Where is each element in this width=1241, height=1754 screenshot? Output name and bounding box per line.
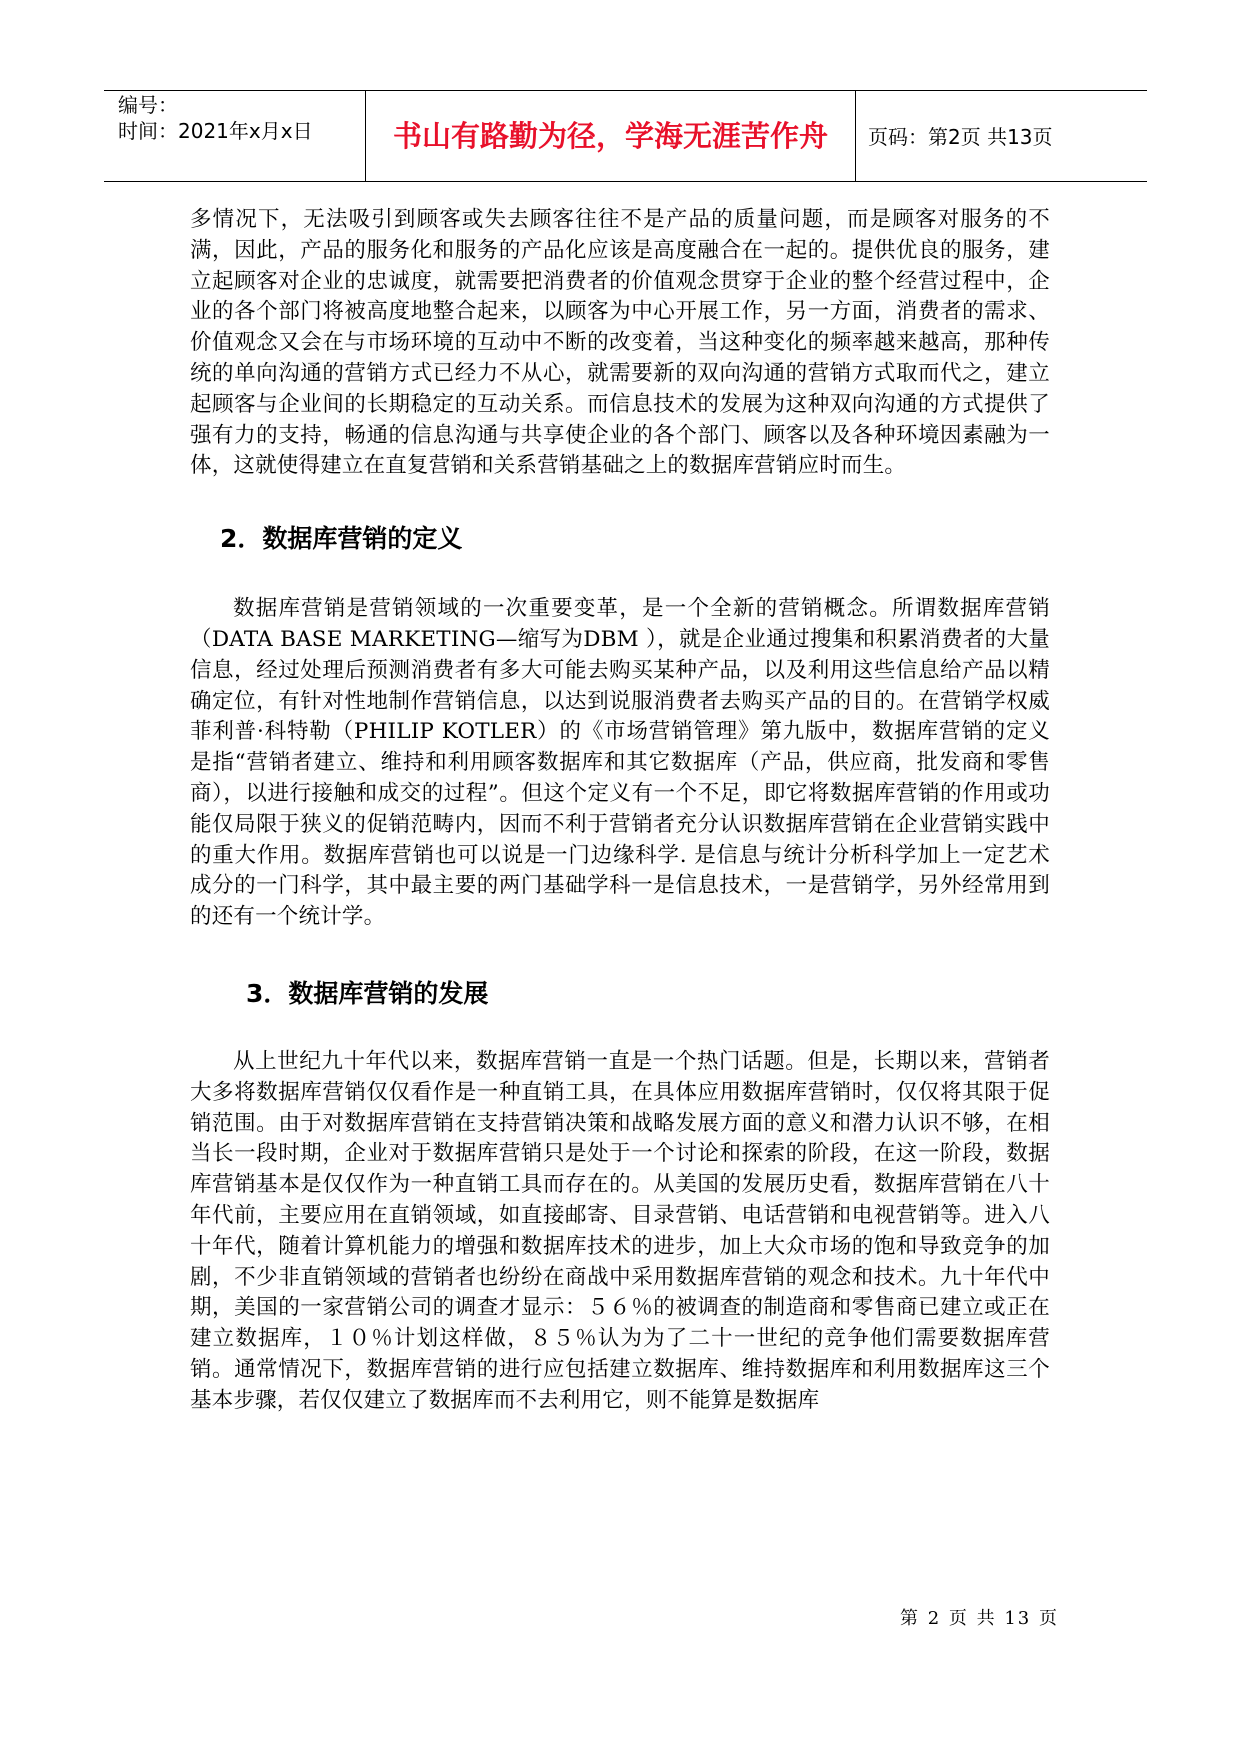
header-motto-cell: [366, 91, 856, 181]
page-header: [104, 90, 1147, 182]
header-motto: 书山有路勤为径，学海无涯苦作舟: [392, 119, 828, 153]
document-number-label: 编号：: [118, 93, 178, 117]
header-meta-cell: [104, 91, 366, 181]
body-paragraph-2: 数据库营销是营销领域的一次重要变革，是一个全新的营销概念。所谓数据库营销（DATA BASE MARKETING—缩写为DBM ），就是企业通过搜集和积累消费者的大量信息，经过处理后预测消费者有多大可能去购买某种产品，以及利用这些信息给产品以精确定位，有针对性地制作营销信息，以达到说服消费者去购买产品的目的。在营销学权威菲利普·科特勒（PHILIP KOTLER）的《市场营销管理》第九版中，数据库营销的定义是指“营销者建立、维持和利用顾客数据库和其它数据库（产品，供应商，批发商和零售商），以进行接触和成交的过程”。但这个定义有一个不足，即它将数据库营销的作用或功能仅局限于狭义的促销范畴内，因而不利于营销者充分认识数据库营销在企业营销实践中的重大作用。数据库营销也可以说是一门边缘科学. 是信息与统计分析科学加上一定艺术成分的一门科学，其中最主要的两门基础学科一是信息技术，一是营销学，另外经常用到的还有一个统计学。: [190, 596, 1050, 930]
page-footer-number: 第 2 页 共 13 页: [900, 1608, 1059, 1629]
section-heading-definition: 2．数据库营销的定义: [220, 524, 463, 554]
body-paragraph-3: 从上世纪九十年代以来，数据库营销一直是一个热门话题。但是，长期以来，营销者大多将数据库营销仅仅看作是一种直销工具，在具体应用数据库营销时，仅仅将其限于促销范围。由于对数据库营销在支持营销决策和战略发展方面的意义和潜力认识不够，在相当长一段时期，企业对于数据库营销只是处于一个讨论和探索的阶段，在这一阶段，数据库营销基本是仅仅作为一种直销工具而存在的。从美国的发展历史看，数据库营销在八十年代前，主要应用在直销领域，如直接邮寄、目录营销、电话营销和电视营销等。进入八十年代，随着计算机能力的增强和数据库技术的进步，加上大众市场的饱和导致竞争的加剧，不少非直销领域的营销者也纷纷在商战中采用数据库营销的观念和技术。九十年代中期，美国的一家营销公司的调查才显示：５６％的被调查的制造商和零售商已建立或正在建立数据库，１０％计划这样做，８５％认为为了二十一世纪的竞争他们需要数据库营销。通常情况下，数据库营销的进行应包括建立数据库、维持数据库和利用数据库这三个基本步骤，若仅仅建立了数据库而不去利用它，则不能算是数据库: [190, 1048, 1050, 1413]
header-page-cell: [856, 91, 1147, 181]
document-body: [190, 205, 1050, 1417]
section-heading-development: 3．数据库营销的发展: [246, 978, 489, 1008]
body-paragraph-1: 多情况下，无法吸引到顾客或失去顾客往往不是产品的质量问题，而是顾客对服务的不满，因此，产品的服务化和服务的产品化应该是高度融合在一起的。提供优良的服务，建立起顾客对企业的忠诚度，就需要把消费者的价值观念贯穿于企业的整个经营过程中，企业的各个部门将被高度地整合起来，以顾客为中心开展工作，另一方面，消费者的需求、价值观念又会在与市场环境的互动中不断的改变着，当这种变化的频率越来越高，那种传统的单向沟通的营销方式已经力不从心，就需要新的双向沟通的营销方式取而代之，建立起顾客与企业间的长期稳定的互动关系。而信息技术的发展为这种双向沟通的方式提供了强有力的支持，畅通的信息沟通与共享使企业的各个部门、顾客以及各种环境因素融为一体，这就使得建立在直复营销和关系营销基础之上的数据库营销应时而生。: [190, 207, 1050, 479]
header-page-number: 页码：第2页 共13页: [868, 125, 1053, 149]
document-time-label: 时间：2021年x月x日: [118, 119, 313, 143]
